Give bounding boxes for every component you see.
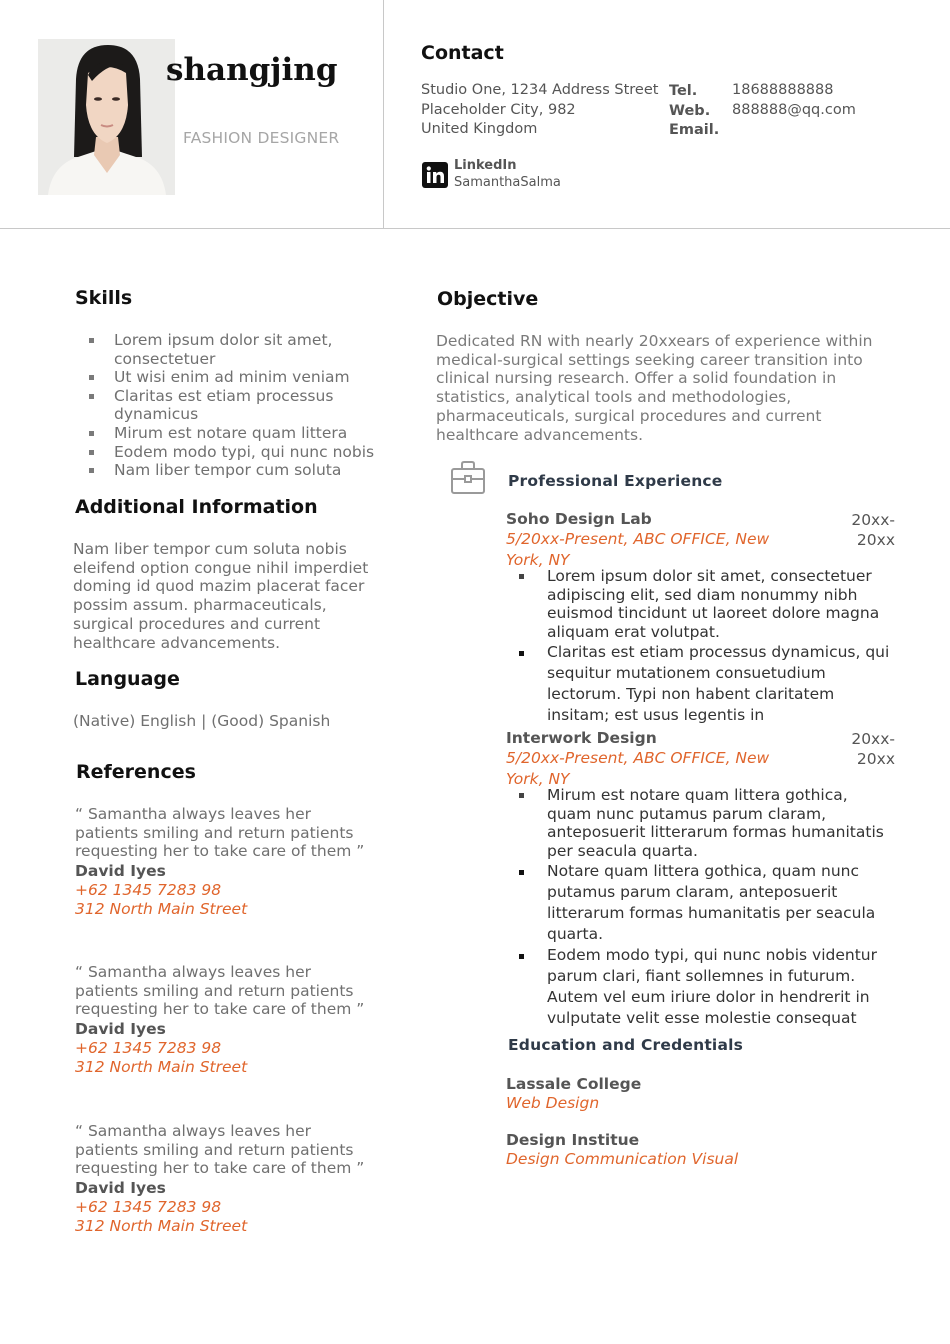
tel-label: Tel. bbox=[669, 83, 698, 99]
additional-info-heading: Additional Information bbox=[75, 496, 318, 518]
list-item: Lorem ipsum dolor sit amet, consectetuer bbox=[93, 331, 393, 368]
language-heading: Language bbox=[75, 668, 180, 690]
list-item: Claritas est etiam processus dynamicus bbox=[93, 387, 393, 424]
candidate-role: FASHION DESIGNER bbox=[183, 129, 340, 147]
reference-address: 312 North Main Street bbox=[75, 1216, 248, 1235]
reference-phone: +62 1345 7283 98 bbox=[75, 1039, 222, 1058]
header-horizontal-divider bbox=[0, 228, 950, 229]
list-item: Ut wisi enim ad minim veniam bbox=[93, 368, 393, 387]
reference-quote: “ Samantha always leaves her patients smiling and return patients requesting her to take care of them ” bbox=[75, 805, 365, 861]
reference-address: 312 North Main Street bbox=[75, 1057, 248, 1076]
experience-heading: Professional Experience bbox=[508, 472, 723, 490]
briefcase-icon bbox=[449, 460, 487, 496]
job-duties-list bbox=[546, 567, 896, 724]
job-company: Interwork Design bbox=[506, 729, 657, 747]
reference-phone: +62 1345 7283 98 bbox=[75, 1198, 222, 1217]
web-value: 888888@qq.com bbox=[732, 101, 856, 118]
web-label: Web. bbox=[669, 102, 711, 119]
tel-value: 18688888888 bbox=[732, 82, 834, 98]
job-date: 20xx-20xx bbox=[851, 511, 895, 549]
reference-phone: +62 1345 7283 98 bbox=[75, 881, 222, 900]
reference-name: David Iyes bbox=[75, 862, 166, 881]
skills-list bbox=[93, 331, 393, 480]
job-position: 5/20xx-Present, ABC OFFICE, New York, NY bbox=[506, 749, 770, 788]
list-item: Claritas est etiam processus dynamicus, qui sequitur mutationem consuetudium lectorum. Typi non habent claritatem insitam; est usus legentis in bbox=[546, 642, 896, 726]
reference-entry bbox=[75, 805, 375, 918]
reference-entry bbox=[75, 1122, 375, 1235]
education-major: Web Design bbox=[506, 1094, 600, 1112]
job-position: 5/20xx-Present, ABC OFFICE, New York, NY bbox=[506, 530, 770, 569]
list-item: Eodem modo typi, qui nunc nobis bbox=[93, 443, 393, 462]
reference-address: 312 North Main Street bbox=[75, 899, 248, 918]
list-item: Nam liber tempor cum soluta bbox=[93, 461, 393, 480]
language-text: (Native) English | (Good) Spanish bbox=[73, 712, 331, 730]
education-school: Design Institue bbox=[506, 1131, 640, 1149]
objective-text: Dedicated RN with nearly 20xxears of experience within medical-surgical settings seeking career transition into clinical nursing research. Offer a solid foundation in statistics, analytical tools and methodologies, pharmaceuticals, surgical procedures and current healthcare advancements. bbox=[436, 332, 873, 444]
list-item: Lorem ipsum dolor sit amet, consectetuer adipiscing elit, sed diam nonummy nibh euismod tincidunt ut laoreet dolore magna aliquam erat volutpat. bbox=[546, 567, 896, 642]
education-school: Lassale College bbox=[506, 1075, 642, 1093]
linkedin-username[interactable]: SamanthaSalma bbox=[454, 175, 561, 190]
address-line: Placeholder City, 982 bbox=[421, 101, 576, 118]
header-vertical-divider bbox=[383, 0, 384, 228]
objective-heading: Objective bbox=[437, 288, 539, 310]
linkedin-label: LinkedIn bbox=[454, 158, 517, 173]
skills-heading: Skills bbox=[75, 287, 133, 309]
references-heading: References bbox=[76, 761, 196, 783]
list-item: Mirum est notare quam littera gothica, quam nunc putamus parum claram, anteposuerit litterarum formas humanitatis per seacula quarta. bbox=[546, 786, 896, 861]
profile-photo bbox=[38, 39, 175, 195]
list-item: Eodem modo typi, qui nunc nobis videntur parum clari, fiant sollemnes in futurum. Autem vel eum iriure dolor in hendrerit in vulputate velit esse molestie consequat bbox=[546, 945, 896, 1029]
reference-entry bbox=[75, 963, 375, 1076]
contact-labels bbox=[669, 82, 719, 141]
candidate-name: shangjing bbox=[166, 52, 338, 88]
reference-quote: “ Samantha always leaves her patients smiling and return patients requesting her to take care of them ” bbox=[75, 963, 365, 1019]
email-label: Email. bbox=[669, 122, 720, 138]
contact-heading: Contact bbox=[421, 42, 504, 64]
reference-name: David Iyes bbox=[75, 1179, 166, 1198]
reference-name: David Iyes bbox=[75, 1020, 166, 1039]
linkedin-icon[interactable] bbox=[422, 162, 448, 188]
address-line: Studio One, 1234 Address Street bbox=[421, 82, 659, 98]
portrait-image bbox=[38, 39, 175, 195]
list-item: Mirum est notare quam littera bbox=[93, 424, 393, 443]
job-company: Soho Design Lab bbox=[506, 510, 652, 528]
list-item: Notare quam littera gothica, quam nunc putamus parum claram, anteposuerit litterarum formas humanitatis per seacula quarta. bbox=[546, 861, 896, 945]
contact-values bbox=[732, 81, 856, 120]
job-duties-list bbox=[546, 786, 896, 1027]
job-date: 20xx-20xx bbox=[851, 730, 895, 768]
contact-address bbox=[421, 81, 658, 140]
address-line: United Kingdom bbox=[421, 121, 538, 137]
education-heading: Education and Credentials bbox=[508, 1036, 744, 1054]
additional-info-text: Nam liber tempor cum soluta nobis eleifend option congue nihil imperdiet doming id quod mazim placerat facer possim assum. pharmaceuticals, surgical procedures and current healthcare advancements. bbox=[73, 540, 369, 652]
reference-quote: “ Samantha always leaves her patients smiling and return patients requesting her to take care of them ” bbox=[75, 1122, 365, 1178]
education-major: Design Communication Visual bbox=[506, 1150, 739, 1168]
